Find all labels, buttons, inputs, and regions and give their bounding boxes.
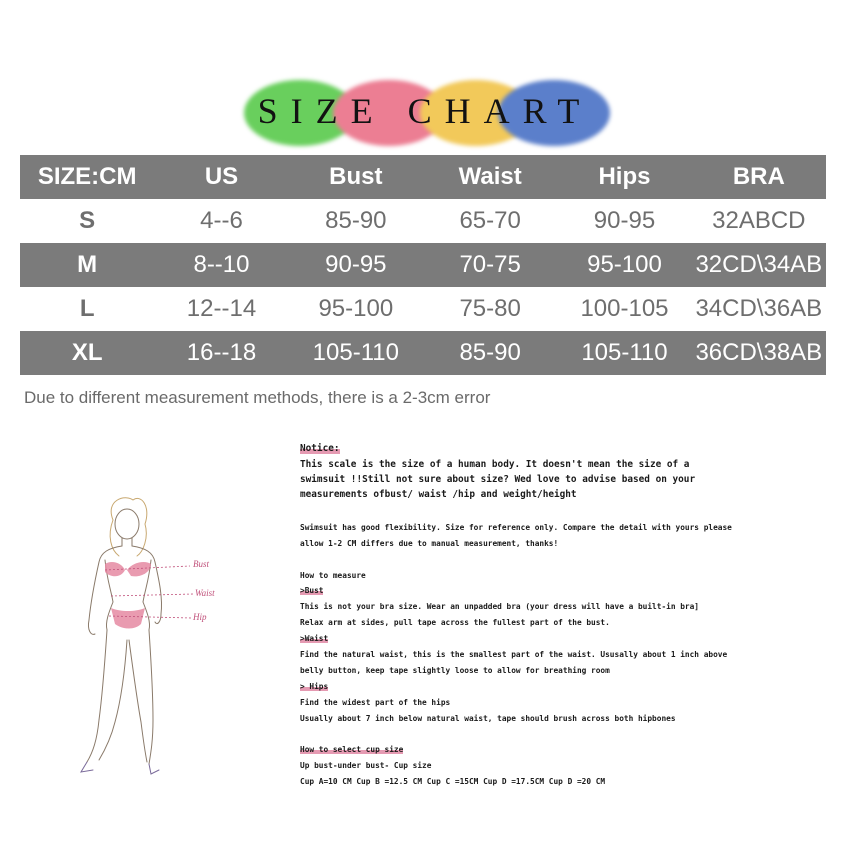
table-cell: 75-80	[423, 287, 557, 331]
table-cell: 16--18	[154, 331, 288, 375]
table-cell: 12--14	[154, 287, 288, 331]
flexibility-line: Swimsuit has good flexibility. Size for reference only. Compare the detail with yours please	[300, 523, 732, 532]
hips-instruction: Usually about 7 inch below natural waist, tape should brush across both hipbones	[300, 714, 676, 723]
bust-instruction: This is not your bra size. Wear an unpadded bra (your dress will have a built-in bra]	[300, 602, 700, 611]
bust-heading: >Bust	[300, 586, 324, 595]
column-header: SIZE:CM	[20, 155, 154, 199]
table-cell: XL	[20, 331, 154, 375]
table-cell: S	[20, 199, 154, 243]
bust-instruction: Relax arm at sides, pull tape across the fullest part of the bust.	[300, 618, 610, 627]
page-title: SIZE CHART	[257, 91, 593, 131]
table-cell: 85-90	[423, 331, 557, 375]
table-cell: 95-100	[557, 243, 691, 287]
table-cell: L	[20, 287, 154, 331]
table-cell: 36CD\38AB	[692, 331, 826, 375]
flexibility-line: allow 1-2 CM differs due to manual measurement, thanks!	[300, 539, 559, 548]
cup-size-instruction: Cup A=10 CM Cup B =12.5 CM Cup C =15CM Cup D =17.5CM Cup D =20 CM	[300, 777, 606, 786]
waist-heading: >Waist	[300, 634, 329, 643]
notice-intro-line: swimsuit !!Still not sure about size? Wed love to advise based on your	[300, 474, 696, 485]
table-cell: 65-70	[423, 199, 557, 243]
table-cell: 32ABCD	[692, 199, 826, 243]
column-header: Waist	[423, 155, 557, 199]
column-header: US	[154, 155, 288, 199]
table-cell: 4--6	[154, 199, 288, 243]
table-row	[20, 199, 826, 243]
cup-size-instruction: Up bust-under bust- Cup size	[300, 761, 432, 770]
size-chart-header	[230, 76, 620, 156]
table-row	[20, 331, 826, 375]
column-header: Bust	[289, 155, 423, 199]
body-measurement-figure	[65, 490, 235, 780]
hips-heading: > Hips	[300, 682, 329, 691]
table-cell: 105-110	[289, 331, 423, 375]
notice-heading: Notice:	[300, 443, 340, 454]
table-cell: 70-75	[423, 243, 557, 287]
table-cell: 90-95	[289, 243, 423, 287]
table-cell: 85-90	[289, 199, 423, 243]
how-to-measure-heading: How to measure	[300, 571, 366, 580]
table-cell: 34CD\36AB	[692, 287, 826, 331]
table-row	[20, 243, 826, 287]
measurement-error-note: Due to different measurement methods, there is a 2-3cm error	[24, 388, 491, 407]
table-cell: 32CD\34AB	[692, 243, 826, 287]
column-header: Hips	[557, 155, 691, 199]
hip-label: Hip	[193, 612, 207, 622]
table-cell: 105-110	[557, 331, 691, 375]
waist-instruction: Find the natural waist, this is the smallest part of the waist. Ususally about 1 inch above	[300, 650, 728, 659]
table-cell: 100-105	[557, 287, 691, 331]
cup-size-heading: How to select cup size	[300, 745, 404, 754]
waist-label: Waist	[195, 588, 215, 598]
size-table	[20, 155, 826, 375]
bust-label: Bust	[193, 559, 210, 569]
woman-figure-illustration	[65, 490, 235, 780]
waist-instruction: belly button, keep tape slightly loose to allow for breathing room	[300, 666, 610, 675]
notice-intro-line: This scale is the size of a human body. It doesn't mean the size of a	[300, 459, 690, 470]
table-row	[20, 287, 826, 331]
table-cell: 95-100	[289, 287, 423, 331]
column-header: BRA	[692, 155, 826, 199]
table-cell: M	[20, 243, 154, 287]
table-cell: 90-95	[557, 199, 691, 243]
notice-intro-line: measurements ofbust/ waist /hip and weight/height	[300, 489, 577, 500]
table-header-row	[20, 155, 826, 199]
table-cell: 8--10	[154, 243, 288, 287]
hips-instruction: Find the widest part of the hips	[300, 698, 451, 707]
